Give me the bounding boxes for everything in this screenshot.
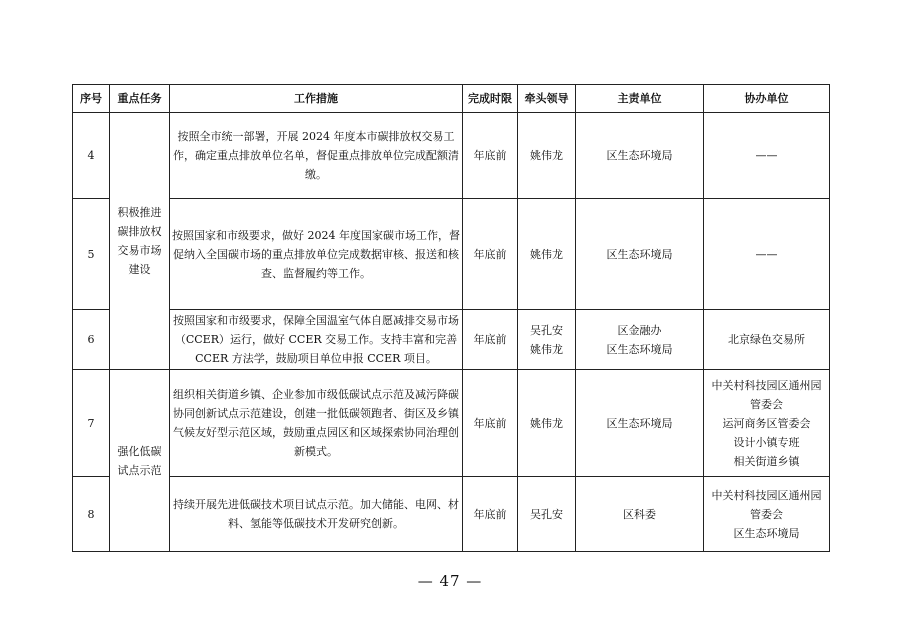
work-measure: 按照国家和市级要求，做好 2024 年度国家碳市场工作，督促纳入全国碳市场的重点排放单位完成数据审核、报送和核查、监督履约等工作。 bbox=[170, 199, 463, 310]
row-number: 6 bbox=[73, 310, 110, 370]
row-number: 7 bbox=[73, 370, 110, 477]
header-assist-units: 协办单位 bbox=[704, 85, 830, 113]
assist-units: 中关村科技园区通州园 管委会 区生态环境局 bbox=[704, 477, 830, 552]
task-table bbox=[72, 84, 830, 552]
work-measure: 组织相关街道乡镇、企业参加市级低碳试点示范及减污降碳协同创新试点示范建设，创建一批低碳领跑者、街区及乡镇气候友好型示范区域，鼓励重点园区和区域探索协同治理创新模式。 bbox=[170, 370, 463, 477]
work-measure: 按照国家和市级要求，保障全国温室气体自愿减排交易市场（CCER）运行，做好 CCER 交易工作。支持丰富和完善 CCER 方法学，鼓励项目单位申报 CCER 项目。 bbox=[170, 310, 463, 370]
lead-unit: 区生态环境局 bbox=[576, 113, 704, 199]
header-lead-unit: 主责单位 bbox=[576, 85, 704, 113]
deadline: 年底前 bbox=[463, 310, 518, 370]
header-task: 重点任务 bbox=[110, 85, 170, 113]
lead-unit: 区生态环境局 bbox=[576, 370, 704, 477]
assist-units: 北京绿色交易所 bbox=[704, 310, 830, 370]
lead-unit: 区科委 bbox=[576, 477, 704, 552]
work-measure: 持续开展先进低碳技术项目试点示范。加大储能、电网、材料、氢能等低碳技术开发研究创新。 bbox=[170, 477, 463, 552]
header-no: 序号 bbox=[73, 85, 110, 113]
header-row bbox=[73, 85, 830, 113]
key-task-cell: 积极推进 碳排放权 交易市场 建设 bbox=[110, 113, 170, 370]
lead-leader: 吴孔安 bbox=[518, 477, 576, 552]
table-row bbox=[73, 370, 830, 477]
assist-units: —— bbox=[704, 113, 830, 199]
header-deadline: 完成时限 bbox=[463, 85, 518, 113]
row-number: 5 bbox=[73, 199, 110, 310]
lead-leader: 姚伟龙 bbox=[518, 113, 576, 199]
deadline: 年底前 bbox=[463, 477, 518, 552]
table-row bbox=[73, 113, 830, 199]
page-number: — 47 — bbox=[417, 572, 483, 590]
lead-leader: 姚伟龙 bbox=[518, 370, 576, 477]
row-number: 4 bbox=[73, 113, 110, 199]
table-row bbox=[73, 477, 830, 552]
work-measure: 按照全市统一部署，开展 2024 年度本市碳排放权交易工作，确定重点排放单位名单，督促重点排放单位完成配额清缴。 bbox=[170, 113, 463, 199]
lead-leader: 姚伟龙 bbox=[518, 199, 576, 310]
table-row bbox=[73, 310, 830, 370]
key-task-cell: 强化低碳 试点示范 bbox=[110, 370, 170, 552]
deadline: 年底前 bbox=[463, 199, 518, 310]
assist-units: —— bbox=[704, 199, 830, 310]
row-number: 8 bbox=[73, 477, 110, 552]
deadline: 年底前 bbox=[463, 113, 518, 199]
table-row bbox=[73, 199, 830, 310]
header-measure: 工作措施 bbox=[170, 85, 463, 113]
lead-unit: 区生态环境局 bbox=[576, 199, 704, 310]
deadline: 年底前 bbox=[463, 370, 518, 477]
lead-unit: 区金融办 区生态环境局 bbox=[576, 310, 704, 370]
header-leader: 牵头领导 bbox=[518, 85, 576, 113]
assist-units: 中关村科技园区通州园 管委会 运河商务区管委会 设计小镇专班 相关街道乡镇 bbox=[704, 370, 830, 477]
lead-leader: 吴孔安 姚伟龙 bbox=[518, 310, 576, 370]
